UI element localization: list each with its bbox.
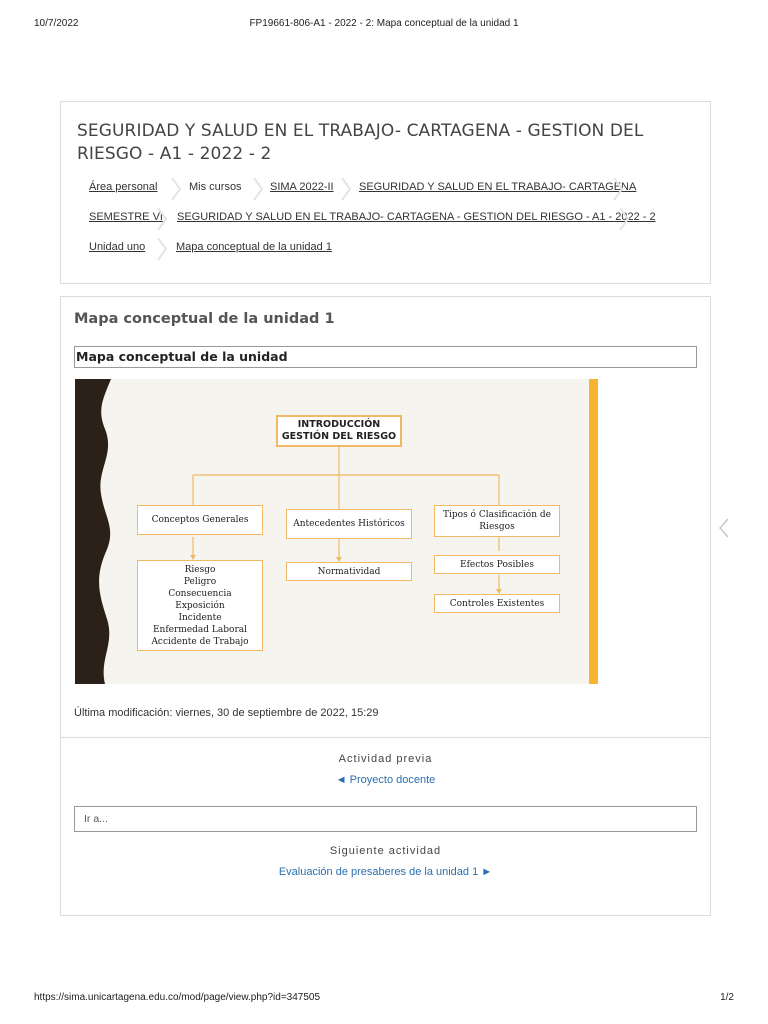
- breadcrumb-row-2: [89, 208, 689, 238]
- page-title: Mapa conceptual de la unidad 1: [74, 311, 335, 327]
- concept-list-conceptos: Riesgo Peligro Consecuencia Exposición Incidente Enfermedad Laboral Accidente de Trabajo: [137, 560, 263, 651]
- breadcrumb-course-category[interactable]: SEGURIDAD Y SALUD EN EL TRABAJO- CARTAGENA: [359, 181, 637, 193]
- breadcrumb-current-page[interactable]: Mapa conceptual de la unidad 1: [176, 241, 332, 253]
- print-url: https://sima.unicartagena.edu.co/mod/page/view.php?id=347505: [34, 992, 321, 1003]
- concept-root-node: INTRODUCCIÓN GESTIÓN DEL RIESGO: [276, 415, 402, 447]
- breadcrumb-course[interactable]: SEGURIDAD Y SALUD EN EL TRABAJO- CARTAGENA - GESTION DEL RIESGO - A1 - 2022 - 2: [177, 211, 656, 223]
- right-accent-bar: [589, 379, 598, 684]
- jump-to-activity-select[interactable]: Ir a...: [74, 806, 697, 832]
- last-modified-text: Última modificación: viernes, 30 de septiembre de 2022, 15:29: [74, 707, 379, 719]
- concept-efectos-posibles: Efectos Posibles: [434, 555, 560, 574]
- breadcrumb-row-3: [89, 238, 689, 268]
- breadcrumb: [89, 178, 689, 268]
- breadcrumb-separator-icon: [341, 178, 351, 200]
- breadcrumb-separator-icon: [619, 208, 629, 230]
- concept-controles-existentes: Controles Existentes: [434, 594, 560, 613]
- print-page-number: 1/2: [720, 992, 734, 1003]
- left-wavy-band: [75, 379, 111, 684]
- print-date: 10/7/2022: [34, 18, 79, 29]
- concept-antecedentes-historicos: Antecedentes Históricos: [286, 509, 412, 539]
- course-title: SEGURIDAD Y SALUD EN EL TRABAJO- CARTAGENA - GESTION DEL RIESGO - A1 - 2022 - 2: [77, 121, 644, 164]
- previous-activity-link[interactable]: ◄ Proyecto docente: [335, 774, 436, 786]
- chevron-left-icon[interactable]: [718, 517, 730, 539]
- breadcrumb-area-personal[interactable]: Área personal: [89, 181, 158, 193]
- breadcrumb-semestre[interactable]: SEMESTRE VI: [89, 211, 163, 223]
- page-content-card: [60, 296, 711, 916]
- breadcrumb-mis-cursos[interactable]: Mis cursos: [189, 181, 242, 193]
- breadcrumb-separator-icon: [157, 208, 167, 230]
- breadcrumb-row-1: [89, 178, 689, 208]
- course-header-card: [60, 101, 711, 284]
- section-divider: [61, 737, 710, 738]
- concept-map-image: [75, 379, 598, 684]
- breadcrumb-unidad-uno[interactable]: Unidad uno: [89, 241, 146, 253]
- breadcrumb-separator-icon: [613, 178, 623, 200]
- breadcrumb-separator-icon: [171, 178, 181, 200]
- breadcrumb-sima[interactable]: SIMA 2022-II: [270, 181, 334, 193]
- print-document-title: FP19661-806-A1 - 2022 - 2: Mapa conceptual de la unidad 1: [249, 18, 519, 29]
- breadcrumb-separator-icon: [157, 238, 167, 260]
- concept-normatividad: Normatividad: [286, 562, 412, 581]
- next-activity-label: Siguiente actividad: [329, 845, 442, 857]
- print-footer: [34, 992, 734, 1006]
- previous-activity-label: Actividad previa: [338, 753, 433, 765]
- content-box-title: Mapa conceptual de la unidad: [74, 346, 697, 368]
- next-activity-link[interactable]: Evaluación de presaberes de la unidad 1 ►: [278, 866, 493, 878]
- breadcrumb-separator-icon: [253, 178, 263, 200]
- concept-tipos-clasificacion: Tipos ó Clasificación de Riesgos: [434, 505, 560, 537]
- print-header: [34, 18, 734, 32]
- concept-conceptos-generales: Conceptos Generales: [137, 505, 263, 535]
